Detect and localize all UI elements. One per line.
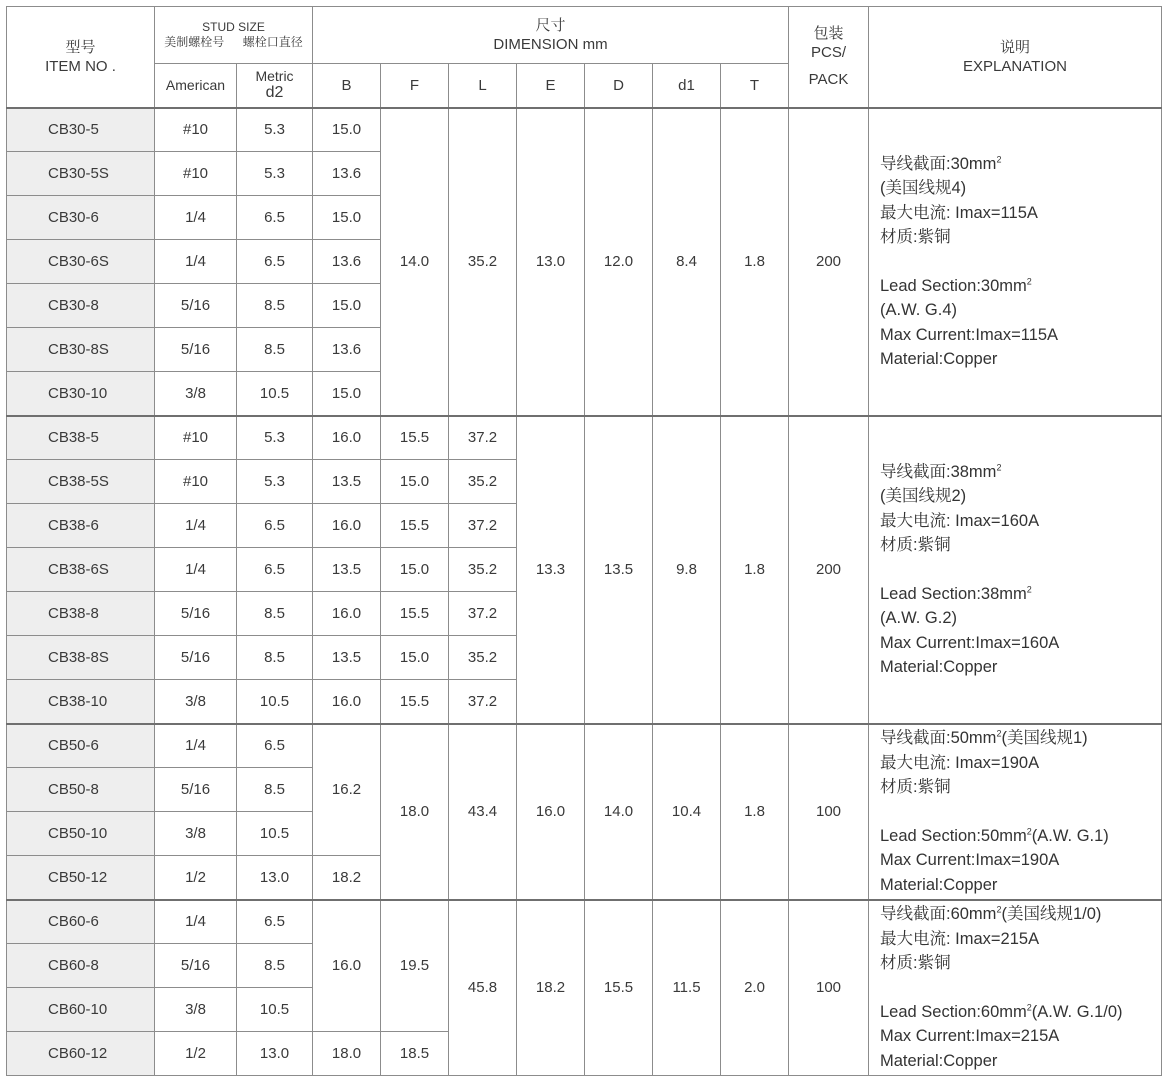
american-size: 1/4 [155,504,237,548]
american-size: 1/2 [155,856,237,900]
dim-F: 15.5 [381,504,449,548]
expl-en-material: Material:Copper [880,350,998,368]
item-no: CB60-8 [7,944,155,988]
pack-header-en-2: PACK [808,71,849,89]
dim-B: 15.0 [313,196,381,240]
pack-header-en-1: PCS/ [810,44,846,62]
american-size: 1/2 [155,1032,237,1076]
expl-en-awg: (A.W. G.2) [880,609,958,627]
expl-cn-current: 最大电流: Imax=190A [880,753,1040,772]
expl-en-sup: 2 [1026,584,1032,594]
item-no: CB38-8S [7,636,155,680]
item-no: CB30-8 [7,284,155,328]
table-row [7,724,1162,768]
american-size: 5/16 [155,944,237,988]
item-no: CB30-8S [7,328,155,372]
explanation [869,416,1162,724]
stud-size-header [155,7,313,64]
table-row [7,416,1162,460]
metric-size: 5.3 [237,108,313,152]
expl-en-section: Lead Section:38mm [880,584,1027,603]
expl-cn-section: 导线截面:38mm [880,462,997,481]
american-size: #10 [155,460,237,504]
american-size: #10 [155,152,237,196]
stud-american-cn: 美制螺栓号 [164,35,225,49]
dim-L: 35.2 [449,108,517,416]
dim-T: 1.8 [721,724,789,900]
item-no: CB38-10 [7,680,155,724]
dim-d1: 8.4 [653,108,721,416]
metric-size: 6.5 [237,196,313,240]
expl-cn-current: 最大电流: Imax=215A [880,929,1040,948]
dim-L: 37.2 [449,504,517,548]
dim-D: 14.0 [585,724,653,900]
dim-E: 13.0 [517,108,585,416]
dim-D: 13.5 [585,416,653,724]
dim-B: 18.0 [313,1032,381,1076]
dim-B: 13.5 [313,636,381,680]
metric-size: 10.5 [237,988,313,1032]
dimension-header-en: DIMENSION mm [493,36,608,53]
american-size: #10 [155,416,237,460]
item-no: CB50-10 [7,812,155,856]
expl-cn-sup: 2 [996,728,1002,739]
dim-T: 2.0 [721,900,789,1076]
american-size: 3/8 [155,988,237,1032]
metric-size: 6.5 [237,900,313,944]
dim-E: 16.0 [517,724,585,900]
item-no: CB60-6 [7,900,155,944]
expl-en-awg: (A.W. G.4) [880,301,958,319]
col-header-B: B [313,64,381,108]
explanation-header-cn: 说明 [999,38,1030,56]
american-size: #10 [155,108,237,152]
expl-cn-sup: 2 [996,462,1002,472]
dim-B: 16.0 [313,900,381,1032]
metric-size: 5.3 [237,460,313,504]
dim-B: 16.0 [313,416,381,460]
metric-size: 6.5 [237,548,313,592]
dim-F: 18.5 [381,1032,449,1076]
col-header-L: L [449,64,517,108]
american-size: 5/16 [155,592,237,636]
dim-B: 16.2 [313,724,381,856]
american-size: 3/8 [155,812,237,856]
item-no: CB60-12 [7,1032,155,1076]
expl-en-awg: (A.W. G.1) [1031,826,1109,845]
expl-en-section: Lead Section:50mm [880,826,1027,845]
metric-size: 5.3 [237,416,313,460]
dim-D: 15.5 [585,900,653,1076]
expl-cn-material: 材质:紫铜 [880,778,951,796]
metric-size: 10.5 [237,680,313,724]
dim-B: 13.5 [313,460,381,504]
dim-B: 13.6 [313,240,381,284]
item-no: CB38-5 [7,416,155,460]
dim-T: 1.8 [721,108,789,416]
american-size: 3/8 [155,372,237,416]
pack-qty: 200 [789,108,869,416]
col-header-F: F [381,64,449,108]
dim-F: 15.0 [381,460,449,504]
metric-size: 6.5 [237,724,313,768]
table-row [7,900,1162,944]
item-no: CB30-5 [7,108,155,152]
american-size: 1/4 [155,900,237,944]
american-size: 5/16 [155,328,237,372]
item-no: CB38-5S [7,460,155,504]
explanation-header-en: EXPLANATION [963,57,1067,75]
cable-lug-spec-table [6,6,1162,1076]
expl-en-sup: 2 [1026,276,1032,286]
dim-F: 18.0 [381,724,449,900]
dim-d1: 11.5 [653,900,721,1076]
dim-D: 12.0 [585,108,653,416]
metric-size: 8.5 [237,592,313,636]
dim-L: 37.2 [449,416,517,460]
metric-header [237,64,313,108]
metric-size: 6.5 [237,504,313,548]
col-header-E: E [517,64,585,108]
item-no: CB38-8 [7,592,155,636]
dimension-header-cn: 尺寸 [535,17,566,34]
american-size: 1/4 [155,724,237,768]
table-row [7,108,1162,152]
expl-cn-current: 最大电流: Imax=160A [880,511,1040,530]
metric-size: 10.5 [237,812,313,856]
item-no: CB30-6 [7,196,155,240]
american-size: 5/16 [155,636,237,680]
metric-size: 8.5 [237,284,313,328]
metric-size: 8.5 [237,328,313,372]
expl-cn-material: 材质:紫铜 [880,228,951,246]
dim-F: 15.0 [381,548,449,592]
item-no: CB60-10 [7,988,155,1032]
expl-cn-material: 材质:紫铜 [880,954,951,973]
dim-F: 15.5 [381,592,449,636]
expl-cn-sup: 2 [996,154,1002,164]
expl-en-section: Lead Section:30mm [880,276,1027,295]
expl-cn-awg: (美国线规1) [1001,729,1088,747]
metric-size: 8.5 [237,944,313,988]
metric-header-line1: Metric [255,68,294,85]
dim-B: 13.5 [313,548,381,592]
dimension-header [313,7,789,64]
expl-cn-awg: (美国线规4) [880,179,967,197]
american-size: 1/4 [155,240,237,284]
american-size: 5/16 [155,284,237,328]
dim-d1: 9.8 [653,416,721,724]
dim-B: 15.0 [313,284,381,328]
item-no: CB50-6 [7,724,155,768]
dim-L: 45.8 [449,900,517,1076]
expl-cn-section: 导线截面:60mm [880,905,997,924]
expl-en-material: Material:Copper [880,1051,998,1070]
item-no-header [7,7,155,108]
item-no: CB30-5S [7,152,155,196]
pack-header-cn: 包装 [813,25,844,43]
dim-L: 43.4 [449,724,517,900]
explanation [869,724,1162,900]
col-header-d1: d1 [653,64,721,108]
item-no: CB50-8 [7,768,155,812]
dim-B: 13.6 [313,328,381,372]
dim-L: 35.2 [449,636,517,680]
metric-size: 13.0 [237,856,313,900]
dim-L: 37.2 [449,592,517,636]
dim-F: 15.0 [381,636,449,680]
dim-B: 15.0 [313,108,381,152]
item-no: CB38-6 [7,504,155,548]
expl-cn-current: 最大电流: Imax=115A [880,203,1038,222]
metric-size: 5.3 [237,152,313,196]
dim-T: 1.8 [721,416,789,724]
expl-cn-awg: (美国线规2) [880,487,967,505]
expl-cn-awg: (美国线规1/0) [1001,905,1102,924]
american-size: 1/4 [155,548,237,592]
dim-F: 15.5 [381,680,449,724]
dim-B: 18.2 [313,856,381,900]
stud-metric-cn: 螺栓口直径 [242,35,303,49]
expl-en-current: Max Current:Imax=190A [880,851,1060,869]
expl-en-section: Lead Section:60mm [880,1002,1027,1021]
dim-B: 16.0 [313,504,381,548]
expl-en-current: Max Current:Imax=115A [880,325,1059,344]
dim-F: 19.5 [381,900,449,1032]
expl-en-sup: 2 [1026,1002,1032,1013]
expl-cn-section: 导线截面:30mm [880,154,997,173]
dim-F: 15.5 [381,416,449,460]
american-size: 5/16 [155,768,237,812]
explanation-header [869,7,1162,108]
metric-header-line2: d2 [265,84,284,102]
pack-header [789,7,869,108]
item-no: CB38-6S [7,548,155,592]
expl-en-sup: 2 [1026,826,1032,836]
dim-E: 18.2 [517,900,585,1076]
expl-en-material: Material:Copper [880,875,998,894]
expl-en-awg: (A.W. G.1/0) [1031,1002,1123,1021]
american-size: 1/4 [155,196,237,240]
pack-qty: 200 [789,416,869,724]
metric-size: 13.0 [237,1032,313,1076]
expl-cn-section: 导线截面:50mm [880,729,997,747]
expl-en-material: Material:Copper [880,658,998,676]
spec-table-container [6,6,1162,1076]
expl-en-current: Max Current:Imax=215A [880,1027,1060,1046]
item-no: CB30-10 [7,372,155,416]
expl-cn-material: 材质:紫铜 [880,536,951,554]
item-no: CB30-6S [7,240,155,284]
dim-B: 13.6 [313,152,381,196]
american-header: American [155,64,237,108]
item-no-header-cn: 型号 [65,38,96,56]
dim-B: 15.0 [313,372,381,416]
pack-qty: 100 [789,900,869,1076]
col-header-T: T [721,64,789,108]
american-size: 3/8 [155,680,237,724]
col-header-D: D [585,64,653,108]
dim-L: 35.2 [449,548,517,592]
item-no: CB50-12 [7,856,155,900]
explanation [869,108,1162,416]
dim-F: 14.0 [381,108,449,416]
dim-B: 16.0 [313,592,381,636]
dim-B: 16.0 [313,680,381,724]
dim-L: 35.2 [449,460,517,504]
dim-L: 37.2 [449,680,517,724]
explanation [869,900,1162,1076]
expl-en-current: Max Current:Imax=160A [880,633,1060,652]
metric-size: 8.5 [237,768,313,812]
stud-size-header-en: STUD SIZE [202,20,265,34]
metric-size: 6.5 [237,240,313,284]
expl-cn-sup: 2 [996,904,1002,915]
metric-size: 8.5 [237,636,313,680]
item-no-header-en: ITEM NO . [45,57,116,75]
dim-E: 13.3 [517,416,585,724]
metric-size: 10.5 [237,372,313,416]
dim-d1: 10.4 [653,724,721,900]
pack-qty: 100 [789,724,869,900]
